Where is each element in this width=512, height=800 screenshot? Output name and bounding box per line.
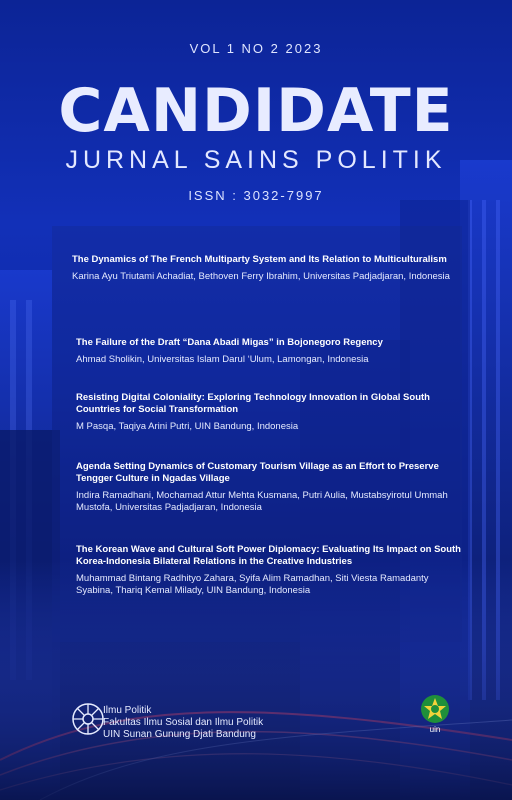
journal-title: CANDIDATE [58,76,454,146]
article-title: Agenda Setting Dynamics of Customary Tourism Village as an Effort to Preserve Tengger Culture in Ngadas Village [76,461,439,484]
article-item[interactable] [76,337,461,366]
article-authors: Ahmad Sholikin, Universitas Islam Darul ‘Ulum, Lamongan, Indonesia [76,354,369,365]
journal-subtitle: JURNAL SAINS POLITIK [65,146,447,174]
article-title: The Korean Wave and Cultural Soft Power Diplomacy: Evaluating Its Impact on South Korea-Indonesia Bilateral Relations in the Creative Industries [76,544,461,567]
article-authors: M Pasqa, Taqiya Arini Putri, UIN Bandung, Indonesia [76,421,299,432]
article-item[interactable] [76,392,461,433]
issn-number: ISSN : 3032-7997 [188,188,324,203]
article-title: The Dynamics of The French Multiparty System and Its Relation to Multiculturalism [72,254,447,265]
footer-university: UIN Sunan Gunung Djati Bandung [103,729,256,740]
article-item[interactable] [76,544,461,597]
article-item[interactable] [76,461,461,514]
volume-issue: VOL 1 NO 2 2023 [189,41,323,56]
footer-department: Ilmu Politik [103,705,152,716]
footer-institution [103,705,263,741]
mandala-logo-icon [71,702,105,736]
article-title: Resisting Digital Coloniality: Exploring Technology Innovation in Global South Countries for Social Transformation [76,392,430,415]
article-authors: Muhammad Bintang Radhityo Zahara, Syifa Alim Ramadhan, Siti Viesta Ramadanty Syabina, Thariq Kemal Milady, UIN Bandung, Indonesia [76,573,429,596]
uin-logo-text: uin [429,725,441,734]
article-authors: Indira Ramadhani, Mochamad Attur Mehta Kusmana, Putri Aulia, Mustabsyirotul Ummah Mustofa, Universitas Padjadjaran, Indonesia [76,490,448,513]
article-title: The Failure of the Draft “Dana Abadi Migas” in Bojonegoro Regency [76,337,383,348]
footer-faculty: Fakultas Ilmu Sosial dan Ilmu Politik [103,717,264,728]
uin-emblem-icon [418,693,452,737]
article-authors: Karina Ayu Triutami Achadiat, Bethoven Ferry Ibrahim, Universitas Padjadjaran, Indonesia [72,271,450,282]
article-item[interactable] [72,254,457,283]
